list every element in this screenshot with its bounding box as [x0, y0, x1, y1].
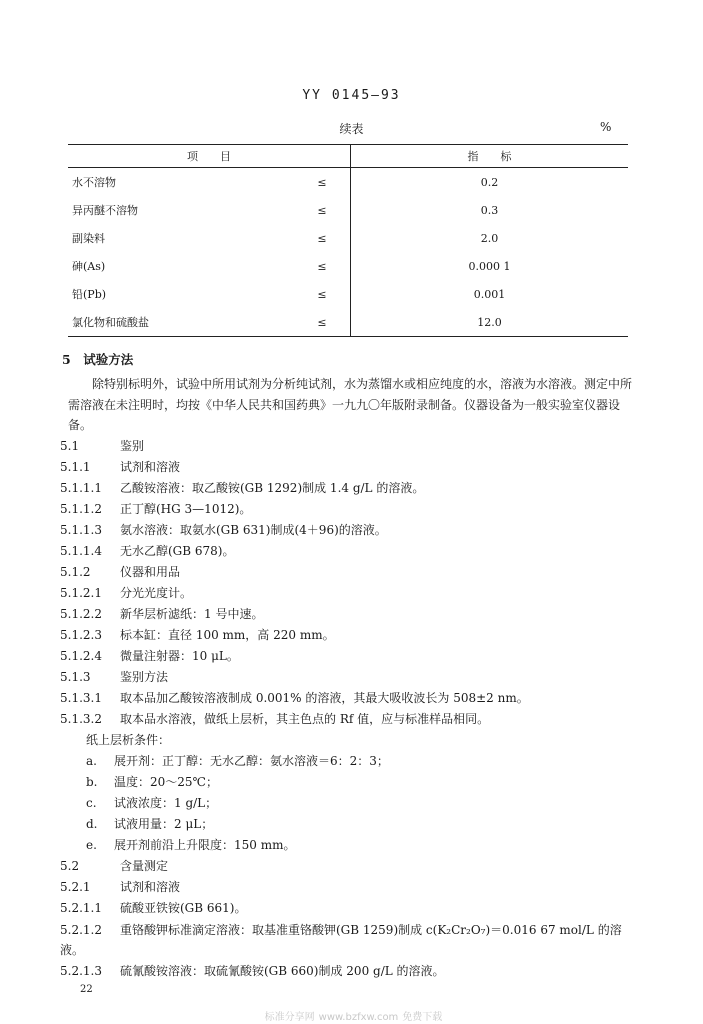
clause-number: 5.1.1 [60, 460, 91, 474]
clause-number: 5.1.1.1 [60, 481, 102, 495]
clause-line [60, 857, 168, 874]
table-row [68, 308, 628, 337]
condition-text: 展开剂前沿上升限度：150 mm。 [114, 838, 296, 852]
row-operator: ≤ [317, 231, 327, 245]
clause-number: 5.1.1.3 [60, 523, 102, 537]
condition-text: 试液浓度：1 g/L； [114, 796, 218, 810]
row-value: 0.000 1 [351, 252, 629, 280]
clause-text: 硫酸亚铁铵(GB 661)。 [120, 901, 247, 915]
clause-number: 5.1.3.2 [60, 712, 102, 726]
clause-number: 5.1.2.2 [60, 607, 102, 621]
table-row [68, 280, 628, 308]
table-unit: % [600, 120, 612, 134]
row-name: 水不溶物 [72, 176, 116, 189]
table-header-row [68, 145, 628, 168]
watermark [0, 1008, 703, 1023]
row-value: 0.3 [351, 196, 629, 224]
clause-number: 5.1.2.4 [60, 649, 102, 663]
row-operator: ≤ [317, 175, 327, 189]
clause-text: 鉴别 [120, 439, 145, 453]
clause-text: 新华层析滤纸：1 号中速。 [120, 607, 264, 621]
condition-item [86, 794, 217, 811]
watermark-site: 标准分享网 [264, 1012, 315, 1023]
condition-text: 展开剂：正丁醇：无水乙醇：氨水溶液＝6：2：3； [114, 754, 389, 768]
clause-line [60, 458, 180, 475]
row-operator: ≤ [317, 287, 327, 301]
clause-text: 硫氰酸铵溶液：取硫氰酸铵(GB 660)制成 200 g/L 的溶液。 [120, 964, 445, 978]
condition-item [86, 752, 389, 769]
row-name: 砷(As) [72, 260, 106, 273]
row-name: 异丙醚不溶物 [72, 204, 138, 217]
col-spec-header: 指 标 [351, 145, 629, 168]
clause-number: 5.1.1.2 [60, 502, 102, 516]
clause-line [60, 962, 445, 979]
clause-line [60, 437, 144, 454]
paper-chromatography-conditions: 纸上层析条件： [86, 733, 171, 747]
clause-text: 鉴别方法 [120, 670, 169, 684]
condition-label: b. [86, 775, 98, 789]
clause-number: 5.2.1 [60, 880, 91, 894]
clause-text: 分光光度计。 [120, 586, 193, 600]
clause-line [60, 878, 180, 895]
row-operator: ≤ [294, 308, 351, 337]
row-value: 0.2 [351, 168, 629, 197]
clause-text: 微量注射器：10 μL。 [120, 649, 239, 663]
row-value: 2.0 [351, 224, 629, 252]
document-header: YY 0145—93 [302, 88, 401, 103]
clause-line [60, 710, 489, 727]
clause-line [60, 605, 263, 622]
clause-number: 5.1.1.4 [60, 544, 102, 558]
clause-line [60, 521, 387, 538]
clause-text: 含量测定 [120, 859, 169, 873]
clause-number: 5.1.2.3 [60, 628, 102, 642]
clause-text: 重铬酸钾标准滴定溶液：取基准重铬酸钾(GB 1259)制成 c(K₂Cr₂O₇)＝0.016 67 mol/L 的溶液。 [60, 923, 622, 957]
clause-line [60, 563, 180, 580]
condition-text: 试液用量：2 μL； [114, 817, 214, 831]
col-item-header: 项 目 [68, 145, 351, 168]
section-5-title: 5 试验方法 [62, 352, 134, 367]
clause-line [60, 899, 247, 916]
condition-item [86, 815, 213, 832]
table-row [68, 224, 628, 252]
condition-label: c. [86, 796, 97, 810]
row-value: 0.001 [351, 280, 629, 308]
clause-number: 5.1 [60, 439, 80, 453]
clause-number: 5.2.1.2 [60, 923, 102, 937]
section-5-paragraph: 除特别标明外，试验中所用试剂为分析纯试剂，水为蒸馏水或相应纯度的水，溶液为水溶液。测定中所需溶液在未注明时，均按《中华人民共和国药典》一九九〇年版附录制备。仪器设备为一般实验室仪器设备。 [68, 377, 633, 432]
condition-label: e. [86, 838, 97, 852]
clause-text: 氨水溶液：取氨水(GB 631)制成(4＋96)的溶液。 [120, 523, 387, 537]
clause-line [60, 668, 168, 685]
clause-number: 5.1.2 [60, 565, 91, 579]
watermark-url: www.bzfxw.com [318, 1012, 399, 1023]
clause-line [60, 542, 235, 559]
table-row [68, 168, 628, 197]
table-row [68, 196, 628, 224]
row-name: 副染料 [72, 232, 105, 245]
spec-table [68, 144, 628, 337]
clause-line [60, 500, 251, 517]
clause-text: 正丁醇(HG 3—1012)。 [120, 502, 252, 516]
watermark-note: 免费下载 [402, 1012, 443, 1023]
row-operator: ≤ [317, 203, 327, 217]
clause-text: 标本缸：直径 100 mm，高 220 mm。 [120, 628, 335, 642]
page-number: 22 [80, 984, 93, 995]
clause-number: 5.1.3.1 [60, 691, 102, 705]
clause-text: 无水乙醇(GB 678)。 [120, 544, 235, 558]
clause-number: 5.2.1.3 [60, 964, 102, 978]
clause-number: 5.2.1.1 [60, 901, 102, 915]
condition-label: a. [86, 754, 97, 768]
row-name: 铅(Pb) [72, 288, 107, 301]
clause-line [60, 626, 335, 643]
clause-line [60, 647, 239, 664]
clause-line [60, 584, 192, 601]
clause-number: 5.1.3 [60, 670, 91, 684]
row-name: 氯化物和硫酸盐 [68, 308, 294, 337]
condition-item [86, 773, 218, 790]
table-caption: 续表 [339, 122, 364, 136]
clause-line [60, 479, 424, 496]
condition-text: 温度：20～25℃； [114, 775, 218, 789]
clause-number: 5.2 [60, 859, 80, 873]
clause-text: 取本品水溶液，做纸上层析，其主色点的 Rf 值，应与标准样品相同。 [120, 712, 490, 726]
clause-text: 仪器和用品 [120, 565, 181, 579]
row-value: 12.0 [351, 308, 629, 337]
condition-item [86, 836, 295, 853]
clause-line [60, 689, 529, 706]
table-row [68, 252, 628, 280]
clause-line [60, 920, 634, 960]
condition-label: d. [86, 817, 98, 831]
clause-text: 试剂和溶液 [120, 460, 181, 474]
clause-text: 取本品加乙酸铵溶液制成 0.001% 的溶液，其最大吸收波长为 508±2 nm。 [120, 691, 529, 705]
clause-number: 5.1.2.1 [60, 586, 102, 600]
clause-text: 乙酸铵溶液：取乙酸铵(GB 1292)制成 1.4 g/L 的溶液。 [120, 481, 425, 495]
clause-text: 试剂和溶液 [120, 880, 181, 894]
row-operator: ≤ [317, 259, 327, 273]
